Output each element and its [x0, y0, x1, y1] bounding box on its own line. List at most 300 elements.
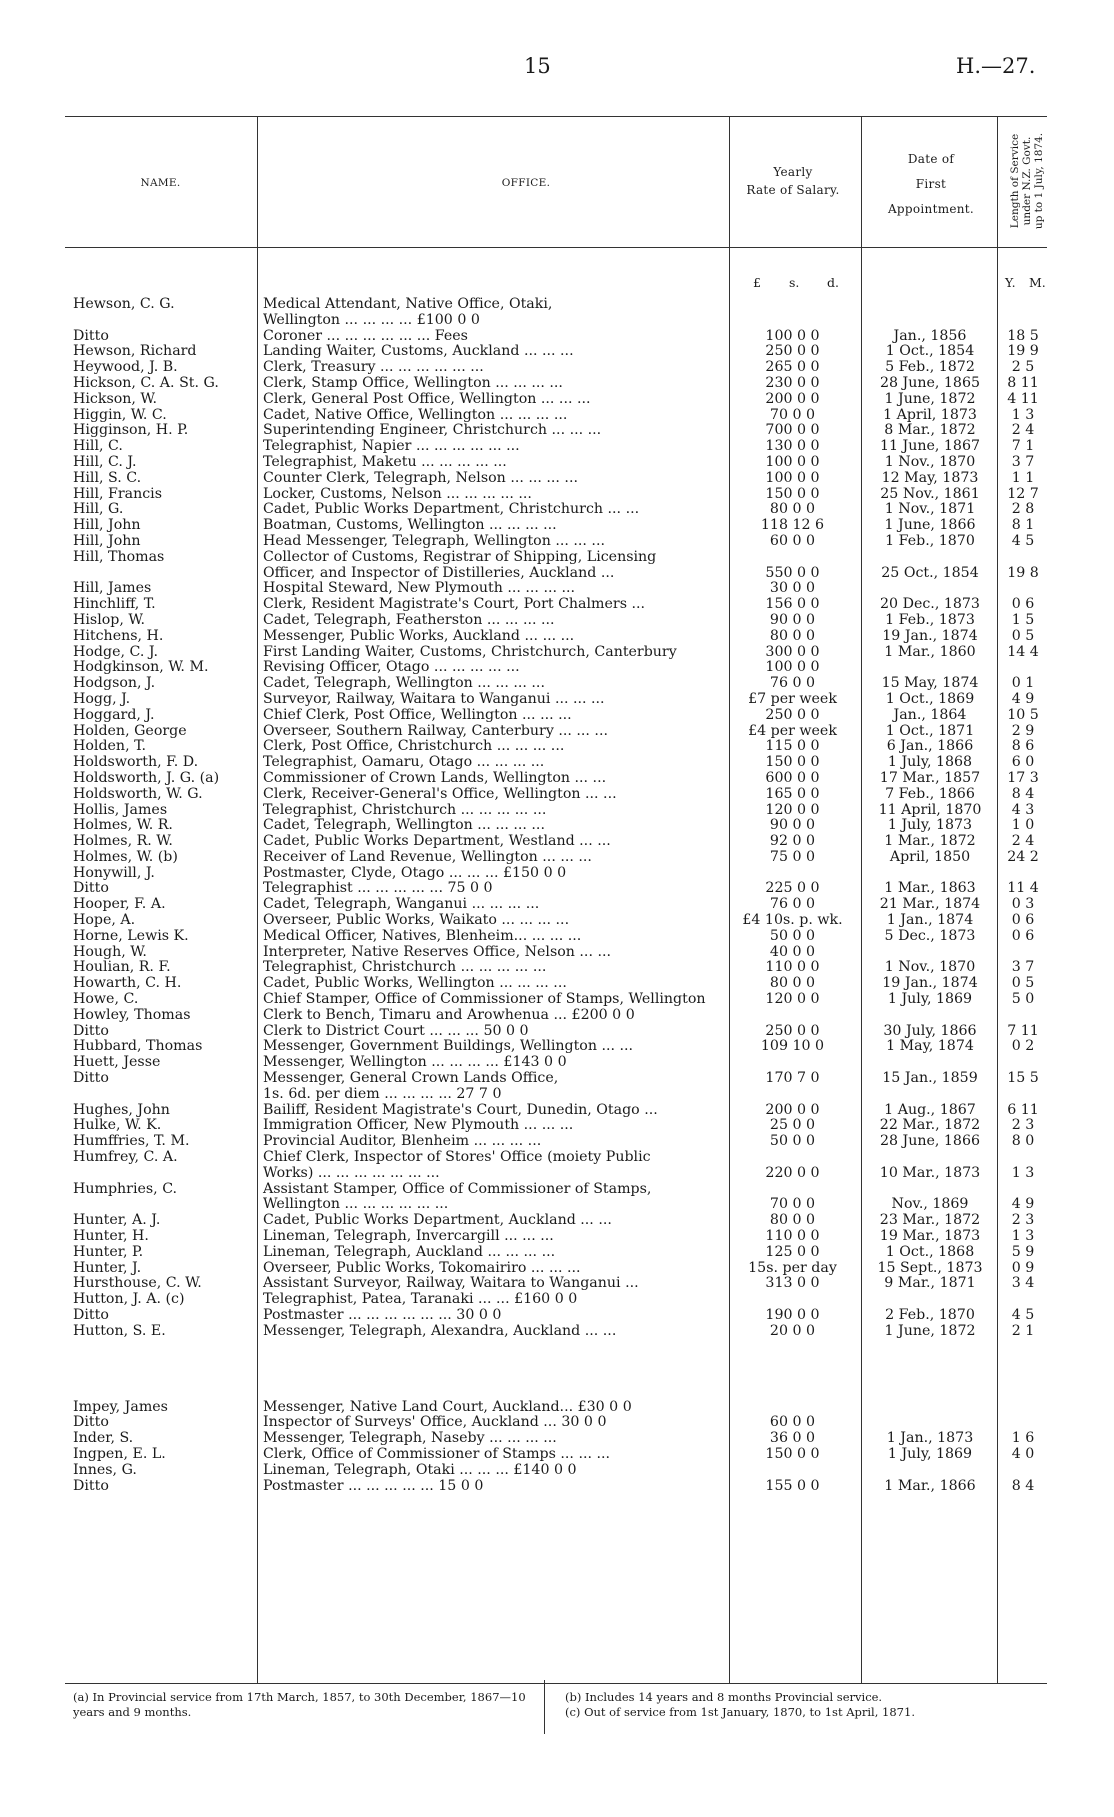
row-office: Clerk, Receiver-General's Office, Wellington ... ...	[263, 785, 617, 802]
row-length: 2 5	[1011, 359, 1035, 376]
row-date: 28 June, 1866	[879, 1133, 981, 1150]
row-office: Clerk to Bench, Timaru and Arowhenua ... £200 0 0	[263, 1006, 635, 1023]
row-length: 2 9	[1011, 722, 1035, 739]
row-date: 1 Oct., 1868	[885, 1243, 975, 1260]
row-name: Ditto	[73, 1414, 109, 1431]
table-row	[65, 1477, 1047, 1493]
row-length: 0 6	[1011, 912, 1035, 929]
row-salary: 76 0 0	[769, 896, 816, 913]
row-salary: 80 0 0	[769, 975, 816, 992]
row-salary: 156 0 0	[765, 596, 820, 613]
row-length: 8 4	[1011, 1477, 1035, 1494]
unit-years: Y.	[1005, 275, 1016, 290]
row-office: Cadet, Public Works, Wellington ... ... ... ...	[263, 975, 567, 992]
row-date: 1 April, 1873	[883, 406, 977, 423]
row-date: 8 Mar., 1872	[884, 422, 976, 439]
row-office: Cadet, Telegraph, Wellington ... ... ... ...	[263, 675, 545, 692]
row-date: 15 Jan., 1859	[882, 1070, 978, 1087]
row-date: 19 Mar., 1873	[879, 1228, 981, 1245]
table-row	[65, 311, 1047, 327]
table-row	[65, 390, 1047, 406]
row-office: Chief Clerk, Post Office, Wellington ... ... ...	[263, 706, 572, 723]
row-date: 1 Mar., 1863	[884, 880, 976, 897]
row-name: Hunter, P.	[73, 1243, 144, 1260]
row-name: Hill, James	[73, 580, 152, 597]
row-date: 1 Nov., 1871	[884, 501, 976, 518]
table-row	[65, 1148, 1047, 1164]
table-row	[65, 816, 1047, 832]
table-row	[65, 1274, 1047, 1290]
row-name: Humphries, C.	[73, 1180, 178, 1197]
row-name: Howarth, C. H.	[73, 975, 182, 992]
page-number: 15	[524, 54, 551, 78]
row-office: Overseer, Southern Railway, Canterbury ... ... ...	[263, 722, 608, 739]
table-row	[65, 579, 1047, 595]
row-name: Hickson, W.	[73, 390, 158, 407]
row-salary: 100 0 0	[765, 659, 820, 676]
row-salary: 80 0 0	[769, 1212, 816, 1229]
row-length: 6 11	[1007, 1101, 1039, 1118]
row-date: 1 June, 1872	[884, 1322, 976, 1339]
footnote-a: (a) In Provincial service from 17th March, 1857, to 30th December, 1867—10 years and 9 months.	[73, 1690, 526, 1719]
table-row	[65, 643, 1047, 659]
row-office: Clerk, Resident Magistrate's Court, Port Chalmers ...	[263, 596, 646, 613]
row-length: 5 9	[1011, 1243, 1035, 1260]
row-salary: 100 0 0	[765, 469, 820, 486]
footnotes-b-c	[565, 1690, 1035, 1720]
row-length: 8 0	[1011, 1133, 1035, 1150]
row-date: 1 July, 1869	[887, 1445, 973, 1462]
row-length: 8 4	[1011, 785, 1035, 802]
row-length: 19 8	[1007, 564, 1039, 581]
row-office: Officer, and Inspector of Distilleries, Auckland ...	[263, 564, 615, 581]
row-date: 10 Mar., 1873	[879, 1164, 981, 1181]
table-row	[65, 1180, 1047, 1196]
row-date: 1 May, 1874	[886, 1038, 974, 1055]
row-date: 1 Feb., 1873	[885, 611, 975, 628]
row-name: Hoggard, J.	[73, 706, 155, 723]
row-salary: 109 10 0	[760, 1038, 825, 1055]
row-name: Ditto	[73, 1477, 109, 1494]
row-name: Hill, Thomas	[73, 548, 165, 565]
page-header	[0, 54, 1114, 84]
table-row	[65, 753, 1047, 769]
row-salary: 230 0 0	[765, 374, 820, 391]
row-length: 4 5	[1011, 1307, 1035, 1323]
row-name: Houlian, R. F.	[73, 959, 171, 976]
table-row	[65, 879, 1047, 895]
row-name: Hunter, H.	[73, 1228, 149, 1245]
row-salary: 80 0 0	[769, 501, 816, 518]
table-row	[65, 848, 1047, 864]
table-row	[65, 785, 1047, 801]
row-length: 1 3	[1011, 1228, 1035, 1245]
header-date	[867, 147, 995, 222]
row-length: 10 5	[1007, 706, 1039, 723]
row-office: Cadet, Public Works Department, Westland ... ...	[263, 833, 611, 850]
row-name: Holmes, R. W.	[73, 833, 173, 850]
table-row	[65, 595, 1047, 611]
table-row	[65, 1429, 1047, 1445]
table-row	[65, 927, 1047, 943]
row-office: Clerk, Post Office, Christchurch ... ... ... ...	[263, 738, 565, 755]
row-name: Hubbard, Thomas	[73, 1038, 203, 1055]
row-name: Hill, G.	[73, 501, 124, 518]
row-length: 3 4	[1011, 1275, 1035, 1292]
row-name: Hill, C.	[73, 438, 123, 455]
row-office: Cadet, Public Works Department, Auckland ... ...	[263, 1212, 612, 1229]
row-name: Hill, S. C.	[73, 469, 142, 486]
row-office: Messenger, Telegraph, Alexandra, Auckland ... ...	[263, 1322, 617, 1339]
row-salary: 600 0 0	[765, 769, 820, 786]
row-date: Jan., 1864	[893, 706, 967, 723]
table-row	[65, 516, 1047, 532]
row-office: Locker, Customs, Nelson ... ... ... ... ...	[263, 485, 532, 502]
row-salary: £7 per week	[748, 690, 837, 707]
row-name: Higginson, H. P.	[73, 422, 189, 439]
row-date: 1 Oct., 1869	[885, 690, 975, 707]
footnote-b: (b) Includes 14 years and 8 months Provincial service.	[565, 1690, 883, 1704]
row-office: 1s. 6d. per diem ... ... ... ... 27 7 0	[263, 1085, 502, 1102]
row-salary: 50 0 0	[769, 927, 816, 944]
row-date: 9 Mar., 1871	[884, 1275, 976, 1292]
row-date: 25 Nov., 1861	[880, 485, 980, 502]
row-name: Hollis, James	[73, 801, 168, 818]
table-row	[65, 1211, 1047, 1227]
row-length: 2 3	[1011, 1117, 1035, 1134]
header-date-line3: Appointment.	[887, 202, 975, 216]
unit-pence: d.	[827, 275, 839, 290]
row-length: 1 3	[1011, 1164, 1035, 1181]
row-office: Works) ... ... ... ... ... ... ...	[263, 1164, 440, 1181]
row-name: Hill, Francis	[73, 485, 162, 502]
table-row	[65, 1116, 1047, 1132]
row-date: 21 Mar., 1874	[879, 896, 981, 913]
row-name: Ditto	[73, 1022, 109, 1039]
row-office: First Landing Waiter, Customs, Christchurch, Canterbury	[263, 643, 677, 660]
row-office: Cadet, Telegraph, Featherston ... ... ... ...	[263, 611, 555, 628]
row-office: Inspector of Surveys' Office, Auckland ... 30 0 0	[263, 1414, 607, 1431]
row-salary: 50 0 0	[769, 1133, 816, 1150]
row-length: 11 4	[1007, 880, 1039, 897]
row-date: 15 May, 1874	[881, 675, 979, 692]
footnote-c: (c) Out of service from 1st January, 1870, to 1st April, 1871.	[565, 1705, 915, 1719]
row-office: Counter Clerk, Telegraph, Nelson ... ... ... ...	[263, 469, 578, 486]
staff-table	[65, 116, 1047, 1684]
row-date: 1 June, 1872	[884, 390, 976, 407]
row-salary: 60 0 0	[769, 1414, 816, 1431]
row-office: Bailiff, Resident Magistrate's Court, Dunedin, Otago ...	[263, 1101, 658, 1118]
row-date: 1 July, 1873	[887, 817, 973, 834]
table-row	[65, 722, 1047, 738]
unit-shillings: s.	[789, 275, 800, 290]
header-salary	[730, 163, 856, 199]
row-salary: 220 0 0	[765, 1164, 820, 1181]
row-salary: 170 7 0	[765, 1070, 820, 1087]
row-length: 2 4	[1011, 422, 1035, 439]
row-name: Hewson, Richard	[73, 343, 197, 360]
row-office: Assistant Stamper, Office of Commissioner of Stamps,	[263, 1180, 652, 1197]
row-salary: 300 0 0	[765, 643, 820, 660]
row-name: Huett, Jesse	[73, 1054, 161, 1071]
row-salary: 110 0 0	[765, 1228, 820, 1245]
row-name: Holmes, W. R.	[73, 817, 173, 834]
row-salary: 110 0 0	[765, 959, 820, 976]
row-name: Holden, T.	[73, 738, 146, 755]
row-length: 2 1	[1011, 1322, 1035, 1339]
row-date: Nov., 1869	[891, 1196, 969, 1213]
row-length: 0 2	[1011, 1038, 1035, 1055]
row-date: 1 Mar., 1872	[884, 833, 976, 850]
row-salary: 165 0 0	[765, 785, 820, 802]
row-name: Hutton, S. E.	[73, 1322, 166, 1339]
table-row	[65, 1398, 1047, 1414]
table-row	[65, 658, 1047, 674]
row-salary: 550 0 0	[765, 564, 820, 581]
row-date: 1 Oct., 1871	[885, 722, 975, 739]
row-office: Revising Officer, Otago ... ... ... ... ...	[263, 659, 520, 676]
table-row	[65, 832, 1047, 848]
row-name: Hogg, J.	[73, 690, 131, 707]
row-office: Commissioner of Crown Lands, Wellington ... ...	[263, 769, 607, 786]
table-row	[65, 469, 1047, 485]
row-salary: 250 0 0	[765, 706, 820, 723]
table-row	[65, 406, 1047, 422]
table-row	[65, 706, 1047, 722]
row-name: Holmes, W. (b)	[73, 848, 178, 865]
row-date: 1 Aug., 1867	[884, 1101, 976, 1118]
row-office: Clerk, General Post Office, Wellington ... ... ...	[263, 390, 591, 407]
row-salary: 92 0 0	[769, 833, 816, 850]
row-office: Postmaster ... ... ... ... ... 15 0 0	[263, 1477, 484, 1494]
row-name: Holdsworth, J. G. (a)	[73, 769, 220, 786]
row-date: 22 Mar., 1872	[879, 1117, 981, 1134]
row-salary: 265 0 0	[765, 359, 820, 376]
row-office: Cadet, Native Office, Wellington ... ... ... ...	[263, 406, 568, 423]
row-name: Higgin, W. C.	[73, 406, 167, 423]
row-salary: 80 0 0	[769, 627, 816, 644]
row-length: 7 1	[1011, 438, 1035, 455]
row-salary: 700 0 0	[765, 422, 820, 439]
row-date: 17 Mar., 1857	[879, 769, 981, 786]
row-length: 12 7	[1007, 485, 1039, 502]
table-row	[65, 453, 1047, 469]
row-office: Telegraphist, Napier ... ... ... ... ... ...	[263, 438, 520, 455]
row-name: Horne, Lewis K.	[73, 927, 189, 944]
row-length: 0 5	[1011, 975, 1035, 992]
row-name: Innes, G.	[73, 1461, 137, 1478]
row-salary: 20 0 0	[769, 1322, 816, 1339]
row-salary: 155 0 0	[765, 1477, 820, 1494]
table-row	[65, 1413, 1047, 1429]
row-office: Messenger, Telegraph, Naseby ... ... ... ...	[263, 1430, 557, 1447]
footnote-divider	[544, 1680, 545, 1734]
row-salary: 40 0 0	[769, 943, 816, 960]
row-length: 4 0	[1011, 1445, 1035, 1462]
row-length: 7 11	[1007, 1022, 1039, 1039]
row-length: 24 2	[1007, 848, 1039, 865]
table-row	[65, 895, 1047, 911]
table-row	[65, 1053, 1047, 1069]
row-salary: 15s. per day	[748, 1259, 837, 1276]
row-office: Assistant Surveyor, Railway, Waitara to Wanganui ...	[263, 1275, 639, 1292]
row-date: 2 Feb., 1870	[885, 1307, 975, 1323]
table-row	[65, 1022, 1047, 1038]
row-salary: 150 0 0	[765, 754, 820, 771]
header-salary-line2: Rate of Salary.	[746, 183, 840, 197]
row-salary: £4 10s. p. wk.	[742, 912, 843, 929]
row-office: Provincial Auditor, Blenheim ... ... ... ...	[263, 1133, 542, 1150]
row-office: Head Messenger, Telegraph, Wellington ... ... ...	[263, 532, 605, 549]
table-row	[65, 1069, 1047, 1085]
row-office: Messenger, General Crown Lands Office,	[263, 1070, 559, 1087]
table-row	[65, 564, 1047, 580]
row-date: 11 April, 1870	[878, 801, 982, 818]
table-row	[65, 1227, 1047, 1243]
row-office: Messenger, Native Land Court, Auckland... £30 0 0	[263, 1398, 632, 1415]
row-salary: 70 0 0	[769, 1196, 816, 1213]
row-name: Ditto	[73, 1070, 109, 1087]
row-length: 1 3	[1011, 406, 1035, 423]
table-row	[65, 358, 1047, 374]
table-row	[65, 1259, 1047, 1275]
row-office: Cadet, Telegraph, Wellington ... ... ... ...	[263, 817, 545, 834]
row-office: Telegraphist ... ... ... ... ... 75 0 0	[263, 880, 493, 897]
row-length: 0 9	[1011, 1259, 1035, 1276]
row-name: Howley, Thomas	[73, 1006, 191, 1023]
row-name: Hunter, A. J.	[73, 1212, 161, 1229]
row-date: 1 July, 1869	[887, 991, 973, 1008]
header-length-line2: under N.Z. Govt.	[1021, 136, 1033, 226]
header-rule	[65, 247, 1047, 248]
row-date: 19 Jan., 1874	[882, 975, 978, 992]
row-salary: 100 0 0	[765, 327, 820, 344]
table-row	[65, 974, 1047, 990]
row-length: 0 3	[1011, 896, 1035, 913]
row-office: Wellington ... ... ... ... £100 0 0	[263, 311, 480, 328]
row-date: 1 July, 1868	[887, 754, 973, 771]
row-salary: 250 0 0	[765, 1022, 820, 1039]
row-salary: 76 0 0	[769, 675, 816, 692]
row-length: 17 3	[1007, 769, 1039, 786]
table-row	[65, 627, 1047, 643]
row-date: 1 Mar., 1860	[884, 643, 976, 660]
row-salary: 313 0 0	[765, 1275, 820, 1292]
table-row	[65, 532, 1047, 548]
row-name: Howe, C.	[73, 991, 139, 1008]
row-salary: 130 0 0	[765, 438, 820, 455]
row-name: Holden, George	[73, 722, 187, 739]
row-date: 12 May, 1873	[881, 469, 979, 486]
row-date: April, 1850	[889, 848, 971, 865]
section-gap	[65, 1338, 1047, 1398]
row-name: Ditto	[73, 327, 109, 344]
table-row	[65, 1290, 1047, 1306]
table-row	[65, 943, 1047, 959]
table-row	[65, 548, 1047, 564]
row-office: Collector of Customs, Registrar of Shipping, Licensing	[263, 548, 657, 565]
header-length-line3: up to 1 July, 1874.	[1033, 132, 1045, 230]
row-salary: 75 0 0	[769, 848, 816, 865]
table-row	[65, 485, 1047, 501]
row-name: Inder, S.	[73, 1430, 134, 1447]
header-length	[1009, 121, 1045, 241]
table-row	[65, 1085, 1047, 1101]
row-name: Hutton, J. A. (c)	[73, 1291, 185, 1308]
row-name: Hodge, C. J.	[73, 643, 158, 660]
row-length: 14 4	[1007, 643, 1039, 660]
row-length: 18 5	[1007, 327, 1039, 344]
row-length: 4 9	[1011, 690, 1035, 707]
row-date: 20 Dec., 1873	[880, 596, 980, 613]
table-row	[65, 769, 1047, 785]
row-office: Medical Officer, Natives, Blenheim... ... ... ...	[263, 927, 582, 944]
table-row	[65, 737, 1047, 753]
row-name: Hunter, J.	[73, 1259, 142, 1276]
table-row	[65, 990, 1047, 1006]
row-date: 28 June, 1865	[879, 374, 981, 391]
row-name: Ditto	[73, 1307, 109, 1323]
row-length: 6 0	[1011, 754, 1035, 771]
row-name: Humffries, T. M.	[73, 1133, 190, 1150]
row-length: 4 9	[1011, 1196, 1035, 1213]
row-salary: 115 0 0	[765, 738, 820, 755]
table-row	[65, 958, 1047, 974]
table-row	[65, 374, 1047, 390]
table-row	[65, 500, 1047, 516]
row-name: Hewson, C. G.	[73, 296, 175, 312]
row-office: Wellington ... ... ... ... ... ...	[263, 1196, 449, 1213]
row-date: 1 Mar., 1866	[884, 1477, 976, 1494]
row-office: Superintending Engineer, Christchurch ... ... ...	[263, 422, 602, 439]
row-salary: 25 0 0	[769, 1117, 816, 1134]
row-length: 19 9	[1007, 343, 1039, 360]
row-name: Hooper, F. A.	[73, 896, 166, 913]
row-office: Medical Attendant, Native Office, Otaki,	[263, 296, 553, 312]
row-office: Messenger, Wellington ... ... ... ... £143 0 0	[263, 1054, 567, 1071]
row-office: Cadet, Public Works Department, Christchurch ... ...	[263, 501, 640, 518]
row-name: Hope, A.	[73, 912, 136, 929]
row-office: Lineman, Telegraph, Otaki ... ... ... £140 0 0	[263, 1461, 577, 1478]
row-office: Clerk, Stamp Office, Wellington ... ... ... ...	[263, 374, 563, 391]
row-salary: 30 0 0	[769, 580, 816, 597]
table-row	[65, 437, 1047, 453]
row-length: 1 0	[1011, 817, 1035, 834]
row-office: Immigration Officer, New Plymouth ... ... ...	[263, 1117, 574, 1134]
row-office: Overseer, Public Works, Waikato ... ... ... ...	[263, 912, 570, 929]
row-name: Ingpen, E. L.	[73, 1445, 166, 1462]
row-salary: 60 0 0	[769, 532, 816, 549]
row-salary: 250 0 0	[765, 343, 820, 360]
row-office: Telegraphist, Maketu ... ... ... ... ...	[263, 453, 507, 470]
table-row	[65, 1445, 1047, 1461]
table-row	[65, 1037, 1047, 1053]
row-salary: 118 12 6	[760, 517, 825, 534]
row-salary: £4 per week	[748, 722, 837, 739]
row-office: Telegraphist, Christchurch ... ... ... ... ...	[263, 959, 547, 976]
table-row	[65, 1164, 1047, 1180]
row-office: Telegraphist, Oamaru, Otago ... ... ... ...	[263, 754, 545, 771]
row-length: 4 3	[1011, 801, 1035, 818]
row-date: 11 June, 1867	[879, 438, 981, 455]
row-length: 8 11	[1007, 374, 1039, 391]
row-salary: 36 0 0	[769, 1430, 816, 1447]
row-length: 3 7	[1011, 959, 1035, 976]
row-salary: 200 0 0	[765, 1101, 820, 1118]
header-name: NAME.	[140, 177, 181, 189]
row-name: Hill, C. J.	[73, 453, 137, 470]
row-length: 2 3	[1011, 1212, 1035, 1229]
